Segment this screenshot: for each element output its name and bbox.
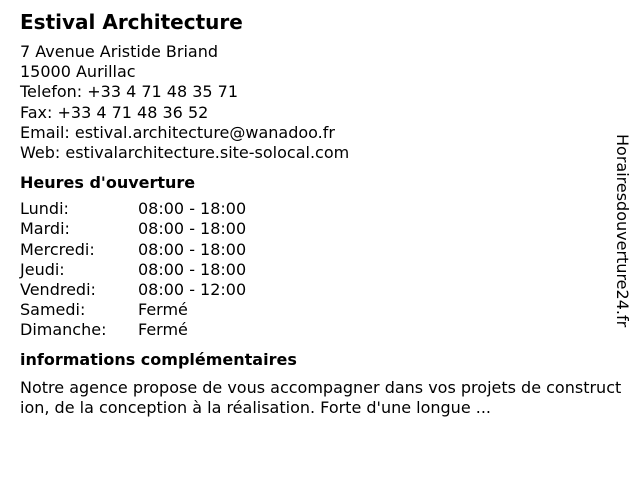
hours-time: 08:00 - 18:00 (138, 219, 247, 239)
company-name: Estival Architecture (20, 10, 243, 34)
hours-row-sunday (20, 320, 620, 340)
company-card (20, 10, 620, 418)
address-street: 7 Avenue Aristide Briand (20, 42, 219, 61)
hours-row-wednesday (20, 240, 620, 260)
phone-number: Telefon: +33 4 71 48 35 71 (20, 82, 239, 102)
hours-day: Mercredi: (20, 239, 95, 259)
hours-heading: Heures d'ouverture (20, 173, 196, 193)
hours-day: Vendredi: (20, 280, 96, 300)
hours-day: Lundi: (20, 199, 69, 219)
hours-row-thursday (20, 260, 620, 280)
hours-table (20, 199, 620, 340)
hours-time: Fermé (138, 320, 188, 340)
website-address: Web: estivalarchitecture.site-solocal.com (20, 143, 350, 163)
site-watermark: Horairesdouverture24.fr (613, 134, 632, 328)
hours-time: 08:00 - 12:00 (138, 280, 247, 300)
address-city: 15000 Aurillac (20, 62, 136, 82)
info-description: Notre agence propose de vous accompagner dans vos projets de construction, de la conception à la réalisation. Forte d'une longue ... (20, 377, 622, 417)
info-heading: informations complémentaires (20, 349, 297, 369)
hours-time: 08:00 - 18:00 (138, 199, 247, 219)
fax-number: Fax: +33 4 71 48 36 52 (20, 102, 209, 122)
hours-row-tuesday (20, 219, 620, 239)
hours-time: Fermé (138, 300, 188, 320)
hours-time: 08:00 - 18:00 (138, 259, 247, 279)
hours-day: Samedi: (20, 300, 86, 320)
contact-block (20, 42, 620, 163)
hours-row-monday (20, 199, 620, 219)
email-address: Email: estival.architecture@wanadoo.fr (20, 122, 335, 142)
hours-row-saturday (20, 300, 620, 320)
hours-day: Mardi: (20, 219, 70, 239)
hours-row-friday (20, 280, 620, 300)
hours-time: 08:00 - 18:00 (138, 239, 247, 259)
hours-day: Dimanche: (20, 320, 107, 340)
hours-day: Jeudi: (20, 259, 65, 279)
